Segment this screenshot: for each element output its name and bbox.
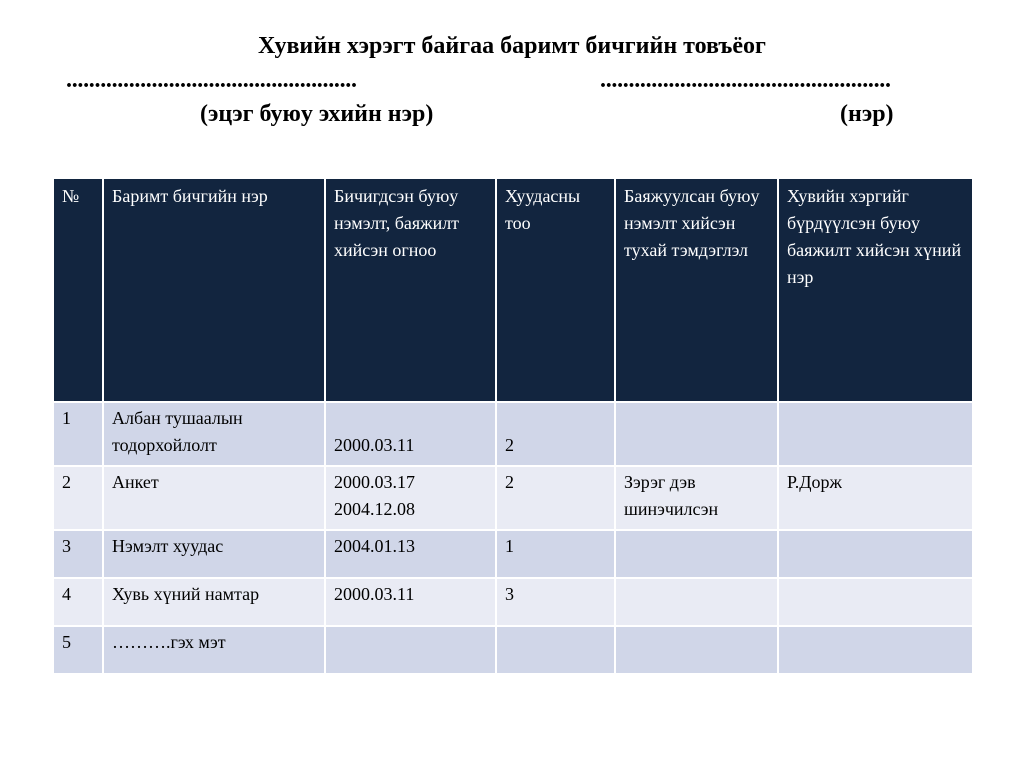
cell-date: 2000.03.11 bbox=[325, 578, 496, 626]
caption-parent-name: (эцэг буюу эхийн нэр) bbox=[200, 101, 434, 127]
cell-number: 3 bbox=[53, 530, 103, 578]
header-note: Баяжуулсан буюу нэмэлт хийсэн тухай тэмдэглэл bbox=[615, 178, 778, 402]
header-document-name: Баримт бичгийн нэр bbox=[103, 178, 325, 402]
cell-document-name: Нэмэлт хуудас bbox=[103, 530, 325, 578]
cell-date-value: 2000.03.11 bbox=[334, 435, 415, 455]
header-page-count: Хуудасны тоо bbox=[496, 178, 615, 402]
table-header-row bbox=[53, 178, 973, 402]
cell-person bbox=[778, 530, 973, 578]
cell-page-count bbox=[496, 402, 615, 466]
cell-page-count-value: 2 bbox=[505, 435, 514, 455]
cell-note bbox=[615, 626, 778, 674]
cell-person bbox=[778, 402, 973, 466]
cell-document-name: Албан тушаалын тодорхойлолт bbox=[103, 402, 325, 466]
cell-page-count: 1 bbox=[496, 530, 615, 578]
cell-person: Р.Дорж bbox=[778, 466, 973, 530]
table-row bbox=[53, 578, 973, 626]
document-title: Хувийн хэрэгт байгаа баримт бичгийн товъёог bbox=[258, 33, 766, 59]
cell-document-name: Анкет bbox=[103, 466, 325, 530]
fill-line-given-name: ................................................... bbox=[600, 67, 891, 93]
document-registry-table bbox=[52, 177, 974, 675]
cell-page-count: 2 bbox=[496, 466, 615, 530]
cell-person bbox=[778, 626, 973, 674]
cell-page-count bbox=[496, 626, 615, 674]
cell-document-name: ……….гэх мэт bbox=[103, 626, 325, 674]
header-date: Бичигдсэн буюу нэмэлт, баяжилт хийсэн огноо bbox=[325, 178, 496, 402]
cell-note bbox=[615, 530, 778, 578]
header-number: № bbox=[53, 178, 103, 402]
cell-date: 2004.01.13 bbox=[325, 530, 496, 578]
fill-line-parent-name: ................................................... bbox=[66, 67, 357, 93]
cell-date-second-value: 2004.12.08 bbox=[334, 499, 415, 519]
cell-note bbox=[615, 578, 778, 626]
cell-number: 5 bbox=[53, 626, 103, 674]
table-row bbox=[53, 466, 973, 530]
cell-date bbox=[325, 466, 496, 530]
table-row bbox=[53, 402, 973, 466]
cell-date bbox=[325, 626, 496, 674]
cell-date-value: 2000.03.17 bbox=[334, 472, 415, 492]
caption-given-name: (нэр) bbox=[840, 101, 894, 127]
cell-note bbox=[615, 402, 778, 466]
cell-document-name: Хувь хүний намтар bbox=[103, 578, 325, 626]
cell-page-count: 3 bbox=[496, 578, 615, 626]
table-row bbox=[53, 626, 973, 674]
cell-note: Зэрэг дэв шинэчилсэн bbox=[615, 466, 778, 530]
cell-number: 1 bbox=[53, 402, 103, 466]
cell-number: 4 bbox=[53, 578, 103, 626]
table-row bbox=[53, 530, 973, 578]
cell-date bbox=[325, 402, 496, 466]
cell-number: 2 bbox=[53, 466, 103, 530]
header-person: Хувийн хэргийг бүрдүүлсэн буюу баяжилт хийсэн хүний нэр bbox=[778, 178, 973, 402]
cell-person bbox=[778, 578, 973, 626]
